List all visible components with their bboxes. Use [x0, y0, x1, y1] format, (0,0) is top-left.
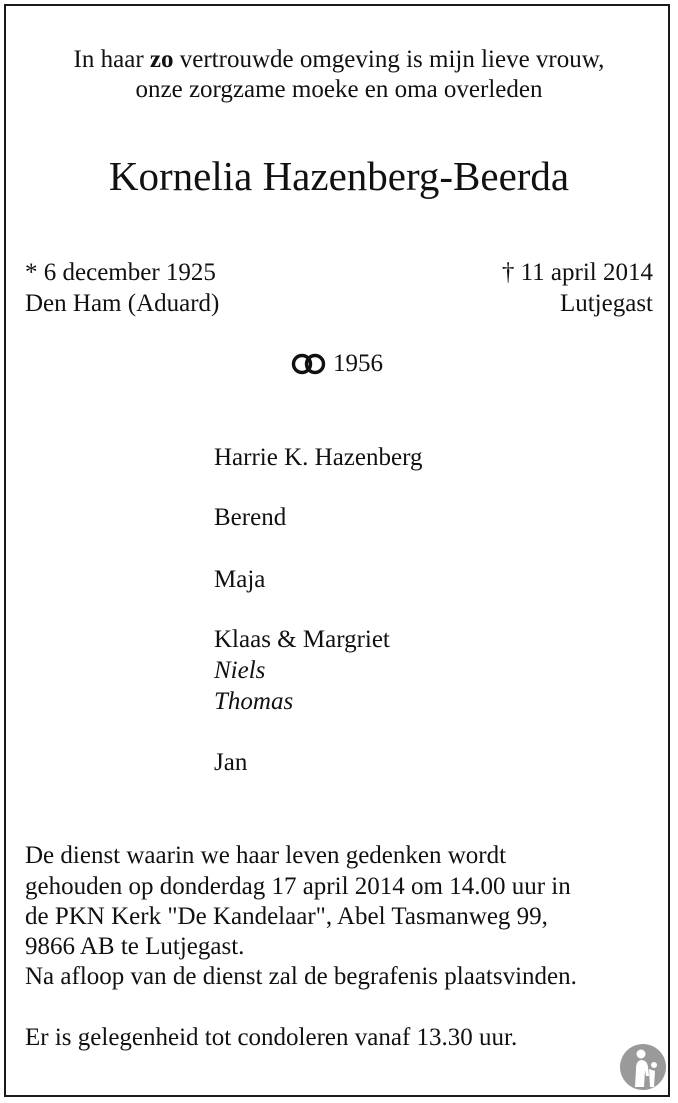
- service-line-1: De dienst waarin we haar leven gedenken wordt: [25, 842, 507, 869]
- service-line-4: 9866 AB te Lutjegast.: [25, 933, 245, 960]
- intro-line-2: onze zorgzame moeke en oma overleden: [135, 76, 543, 103]
- child-name: Maja: [214, 566, 266, 593]
- service-line-3: de PKN Kerk "De Kandelaar", Abel Tasmanweg 99,: [25, 903, 548, 930]
- service-line-2: gehouden op donderdag 17 april 2014 om 14.00 uur in: [25, 873, 571, 900]
- birth-date: * 6 december 1925: [25, 259, 216, 286]
- child-name: Klaas & Margriet: [214, 626, 390, 653]
- child-name: Berend: [214, 504, 287, 531]
- death-place: Lutjegast: [559, 290, 653, 317]
- husband-name: Harrie K. Hazenberg: [214, 444, 423, 471]
- grandchild-name: Niels: [214, 657, 266, 684]
- mourning-figure-icon: [619, 1043, 667, 1091]
- intro-line-1: [0, 45, 678, 75]
- intro-emphasis: zo: [149, 46, 174, 73]
- deceased-name: Kornelia Hazenberg-Beerda: [108, 153, 570, 199]
- grandchild-name: Thomas: [214, 688, 294, 715]
- service-line-5: Na afloop van de dienst zal de begrafenis plaatsvinden.: [25, 963, 577, 990]
- child-name: Jan: [214, 749, 248, 776]
- intro-text: In haar: [73, 46, 150, 73]
- birth-place: Den Ham (Aduard): [25, 290, 220, 317]
- marriage-year: 1956: [333, 350, 383, 377]
- death-date: † 11 april 2014: [501, 259, 653, 286]
- intro-text: vertrouwde omgeving is mijn lieve vrouw,: [173, 46, 605, 73]
- condolence-line: Er is gelegenheid tot condoleren vanaf 13.30 uur.: [25, 1024, 518, 1051]
- wedding-rings-icon: [291, 352, 327, 376]
